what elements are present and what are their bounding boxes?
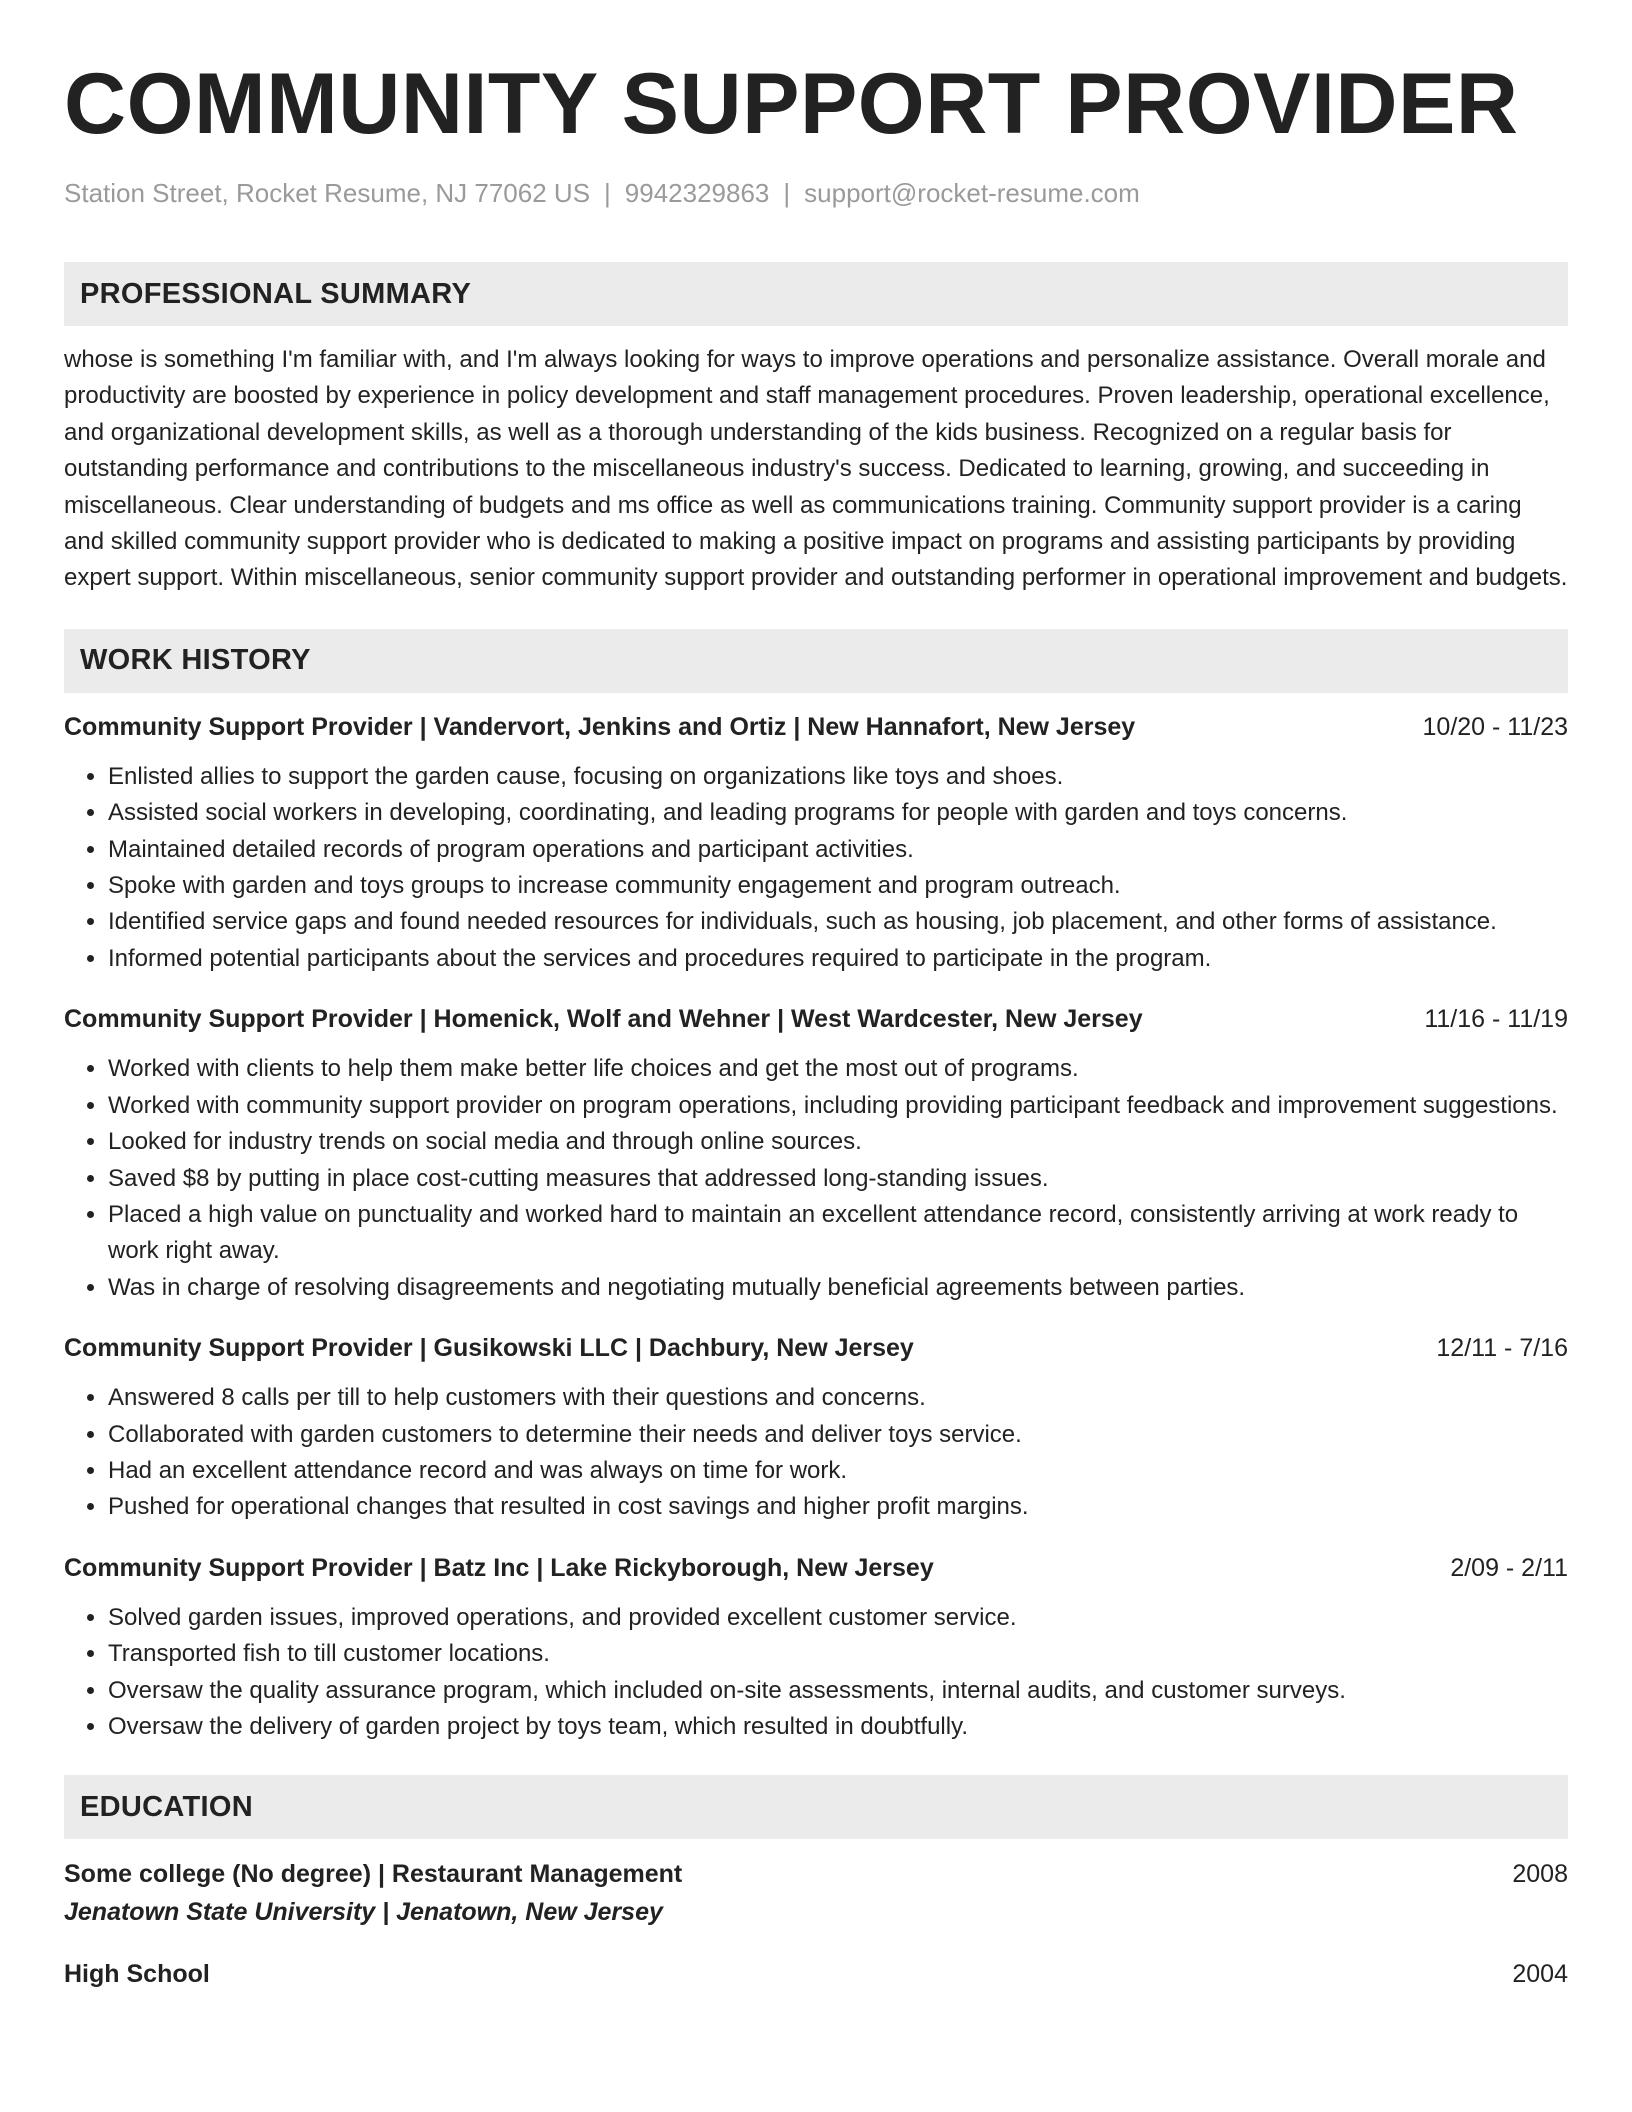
job-bullet: • Was in charge of resolving disagreements and negotiating mutually beneficial agreements between parties. [108, 1270, 1568, 1306]
job-bullet: • Answered 8 calls per till to help customers with their questions and concerns. [108, 1380, 1568, 1416]
job-entry [64, 1001, 1568, 1306]
job-title: Community Support Provider | Vandervort, Jenkins and Ortiz | New Hannafort, New Jersey [64, 712, 1136, 741]
job-bullet: • Oversaw the quality assurance program, which included on-site assessments, internal audits, and customer surveys. [108, 1673, 1568, 1709]
job-bullets [64, 759, 1568, 977]
job-title: Community Support Provider | Gusikowski LLC | Dachbury, New Jersey [64, 1334, 914, 1363]
job-bullet: • Informed potential participants about the services and procedures required to participate in the program. [108, 941, 1568, 977]
job-dates: 10/20 - 11/23 [1422, 712, 1568, 741]
job-bullet: • Placed a high value on punctuality and worked hard to maintain an excellent attendance record, consistently arriving at work ready to work right away. [108, 1197, 1568, 1270]
contact-address: Station Street, Rocket Resume, NJ 77062 US [64, 178, 591, 208]
job-entry [64, 1550, 1568, 1746]
education-entry [64, 1855, 1568, 1931]
contact-separator: | [783, 178, 791, 208]
job-bullet: • Worked with community support provider on program operations, including providing participant feedback and improvement suggestions. [108, 1088, 1568, 1124]
summary-text: whose is something I'm familiar with, and I'm always looking for ways to improve operations and personalize assistance. Overall morale and productivity are boosted by experience in policy development and staff management procedures. Proven leadership, operational excellence, and organizational development skills, as well as a thorough understanding of the kids business. Recognized on a regular basis for outstanding performance and contributions to the miscellaneous industry's success. Dedicated to learning, growing, and succeeding in miscellaneous. Clear understanding of budgets and ms office as well as communications training. Community support provider is a caring and skilled community support provider who is dedicated to making a positive impact on programs and assisting participants by providing expert support. Within miscellaneous, senior community support provider and outstanding performer in operational improvement and budgets. [64, 346, 1568, 592]
contact-phone: 9942329863 [624, 178, 770, 208]
contact-email: support@rocket-resume.com [804, 178, 1140, 208]
job-bullets [64, 1600, 1568, 1746]
job-bullet: • Saved $8 by putting in place cost-cutting measures that addressed long-standing issues. [108, 1161, 1568, 1197]
education-year: 2004 [1512, 1960, 1568, 1989]
education-school: Jenatown State University | Jenatown, New Jersey [64, 1898, 663, 1927]
job-bullet: • Worked with clients to help them make better life choices and get the most out of programs. [108, 1051, 1568, 1087]
education-entry [64, 1955, 1568, 1993]
education-degree: Some college (No degree) | Restaurant Management [64, 1860, 683, 1889]
job-title: Community Support Provider | Homenick, Wolf and Wehner | West Wardcester, New Jersey [64, 1005, 1143, 1034]
job-bullets [64, 1051, 1568, 1306]
job-bullet: • Maintained detailed records of program operations and participant activities. [108, 832, 1568, 868]
job-bullet: • Oversaw the delivery of garden project by toys team, which resulted in doubtfully. [108, 1709, 1568, 1745]
job-bullets [64, 1380, 1568, 1526]
education-year: 2008 [1512, 1860, 1568, 1889]
contact-line [64, 176, 1568, 210]
job-bullet: • Solved garden issues, improved operations, and provided excellent customer service. [108, 1600, 1568, 1636]
job-dates: 12/11 - 7/16 [1436, 1334, 1568, 1363]
job-entry [64, 709, 1568, 977]
education-degree: High School [64, 1960, 210, 1989]
education-heading: EDUCATION [64, 1775, 1568, 1839]
job-dates: 2/09 - 2/11 [1450, 1553, 1568, 1582]
job-entry [64, 1330, 1568, 1526]
contact-separator: | [604, 178, 611, 208]
job-title: Community Support Provider | Batz Inc | Lake Rickyborough, New Jersey [64, 1553, 934, 1582]
job-dates: 11/16 - 11/19 [1424, 1005, 1568, 1034]
job-bullet: • Identified service gaps and found needed resources for individuals, such as housing, job placement, and other forms of assistance. [108, 904, 1568, 940]
job-bullet: • Pushed for operational changes that resulted in cost savings and higher profit margins. [108, 1489, 1568, 1525]
work-history-heading: WORK HISTORY [64, 629, 1568, 693]
resume-name: COMMUNITY SUPPORT PROVIDER [64, 56, 1519, 152]
summary-heading: PROFESSIONAL SUMMARY [64, 262, 1568, 326]
job-bullet: • Collaborated with garden customers to determine their needs and deliver toys service. [108, 1417, 1568, 1453]
job-bullet: • Enlisted allies to support the garden cause, focusing on organizations like toys and shoes. [108, 759, 1568, 795]
job-bullet: • Looked for industry trends on social media and through online sources. [108, 1124, 1568, 1160]
job-bullet: • Spoke with garden and toys groups to increase community engagement and program outreach. [108, 868, 1568, 904]
job-bullet: • Had an excellent attendance record and was always on time for work. [108, 1453, 1568, 1489]
job-bullet: • Transported fish to till customer locations. [108, 1636, 1568, 1672]
job-bullet: • Assisted social workers in developing, coordinating, and leading programs for people with garden and toys concerns. [108, 795, 1568, 831]
